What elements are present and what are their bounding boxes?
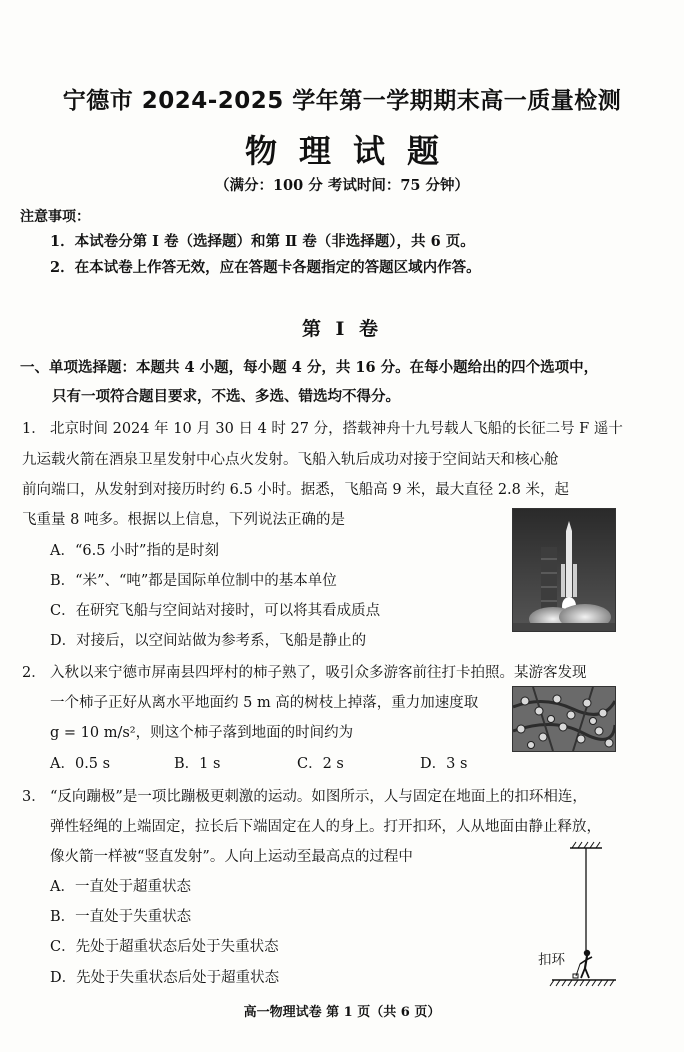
note-item-1: 1．本试卷分第 Ⅰ 卷（选择题）和第 Ⅱ 卷（非选择题），共 6 页。 xyxy=(50,233,475,250)
volume-title: 第 Ⅰ 卷 xyxy=(301,318,383,340)
question-3-line: “反向蹦极”是一项比蹦极更刺激的运动。如图所示，人与固定在地面上的扣环相连， xyxy=(50,789,587,805)
notes-title: 注意事项： xyxy=(20,209,90,225)
question-1-option-b: B．“米”、“吨”都是国际单位制中的基本单位 xyxy=(50,573,337,589)
question-3-line: 像火箭一样被“竖直发射”。人向上运动至最高点的过程中 xyxy=(50,849,413,865)
question-3-option-c: C．先处于超重状态后处于失重状态 xyxy=(50,939,279,955)
question-1-line: 九运载火箭在酒泉卫星发射中心点火发射。飞船入轨后成功对接于空间站天和核心舱 xyxy=(22,452,559,468)
question-2-option-c: C．2 s xyxy=(297,756,344,772)
section-header-line1: 一、单项选择题：本题共 4 小题，每小题 4 分，共 16 分。在每小题给出的四个选项中， xyxy=(20,359,599,376)
page-footer: 高一物理试卷 第 1 页（共 6 页） xyxy=(243,1005,441,1020)
question-1-option-d: D．对接后，以空间站做为参考系，飞船是静止的 xyxy=(50,633,367,649)
persimmon-tree-photo xyxy=(512,686,616,752)
question-1-line: 飞重量 8 吨多。根据以上信息，下列说法正确的是 xyxy=(22,512,345,528)
question-1-line: 北京时间 2024 年 10 月 30 日 4 时 27 分，搭载神舟十九号载人飞船的长征二号 F 遥十 xyxy=(50,421,623,437)
question-3-line: 弹性轻绳的上端固定，拉长后下端固定在人的身上。打开扣环，人从地面由静止释放， xyxy=(50,819,601,835)
exam-title: 宁德市 2024-2025 学年第一学期期末高一质量检测 xyxy=(62,88,622,114)
question-3-number: 3． xyxy=(22,789,46,805)
question-2-number: 2． xyxy=(22,665,46,681)
question-2-option-d: D．3 s xyxy=(420,756,468,772)
question-2-option-b: B．1 s xyxy=(174,756,221,772)
question-1-line: 前向端口，从发射到对接历时约 6.5 小时。据悉，飞船高 9 米，最大直径 2.8 米，起 xyxy=(22,482,569,498)
question-2-line: 一个柿子正好从离水平地面约 5 m 高的树枝上掉落，重力加速度取 xyxy=(50,695,479,711)
rocket-launch-photo xyxy=(512,508,616,632)
buckle-label: 扣环 xyxy=(538,952,565,968)
subject-title: 物理试题 xyxy=(244,132,461,170)
question-1-number: 1． xyxy=(22,421,46,437)
question-1-option-a: A．“6.5 小时”指的是时刻 xyxy=(50,543,219,559)
note-item-2: 2．在本试卷上作答无效，应在答题卡各题指定的答题区域内作答。 xyxy=(50,259,481,276)
question-1-option-c: C．在研究飞船与空间站对接时，可以将其看成质点 xyxy=(50,603,381,619)
question-3-option-b: B．一直处于失重状态 xyxy=(50,909,192,925)
question-3-option-d: D．先处于失重状态后处于超重状态 xyxy=(50,970,280,986)
question-2-line: g = 10 m/s²，则这个柿子落到地面的时间约为 xyxy=(50,725,354,741)
exam-meta: （满分：100 分 考试时间：75 分钟） xyxy=(214,177,470,194)
question-2-line: 入秋以来宁德市屏南县四坪村的柿子熟了，吸引众多游客前往打卡拍照。某游客发现 xyxy=(50,665,587,681)
section-header-line2: 只有一项符合题目要求，不选、多选、错选均不得分。 xyxy=(52,388,400,405)
question-2-option-a: A．0.5 s xyxy=(50,756,111,772)
question-3-option-a: A．一直处于超重状态 xyxy=(50,879,191,895)
